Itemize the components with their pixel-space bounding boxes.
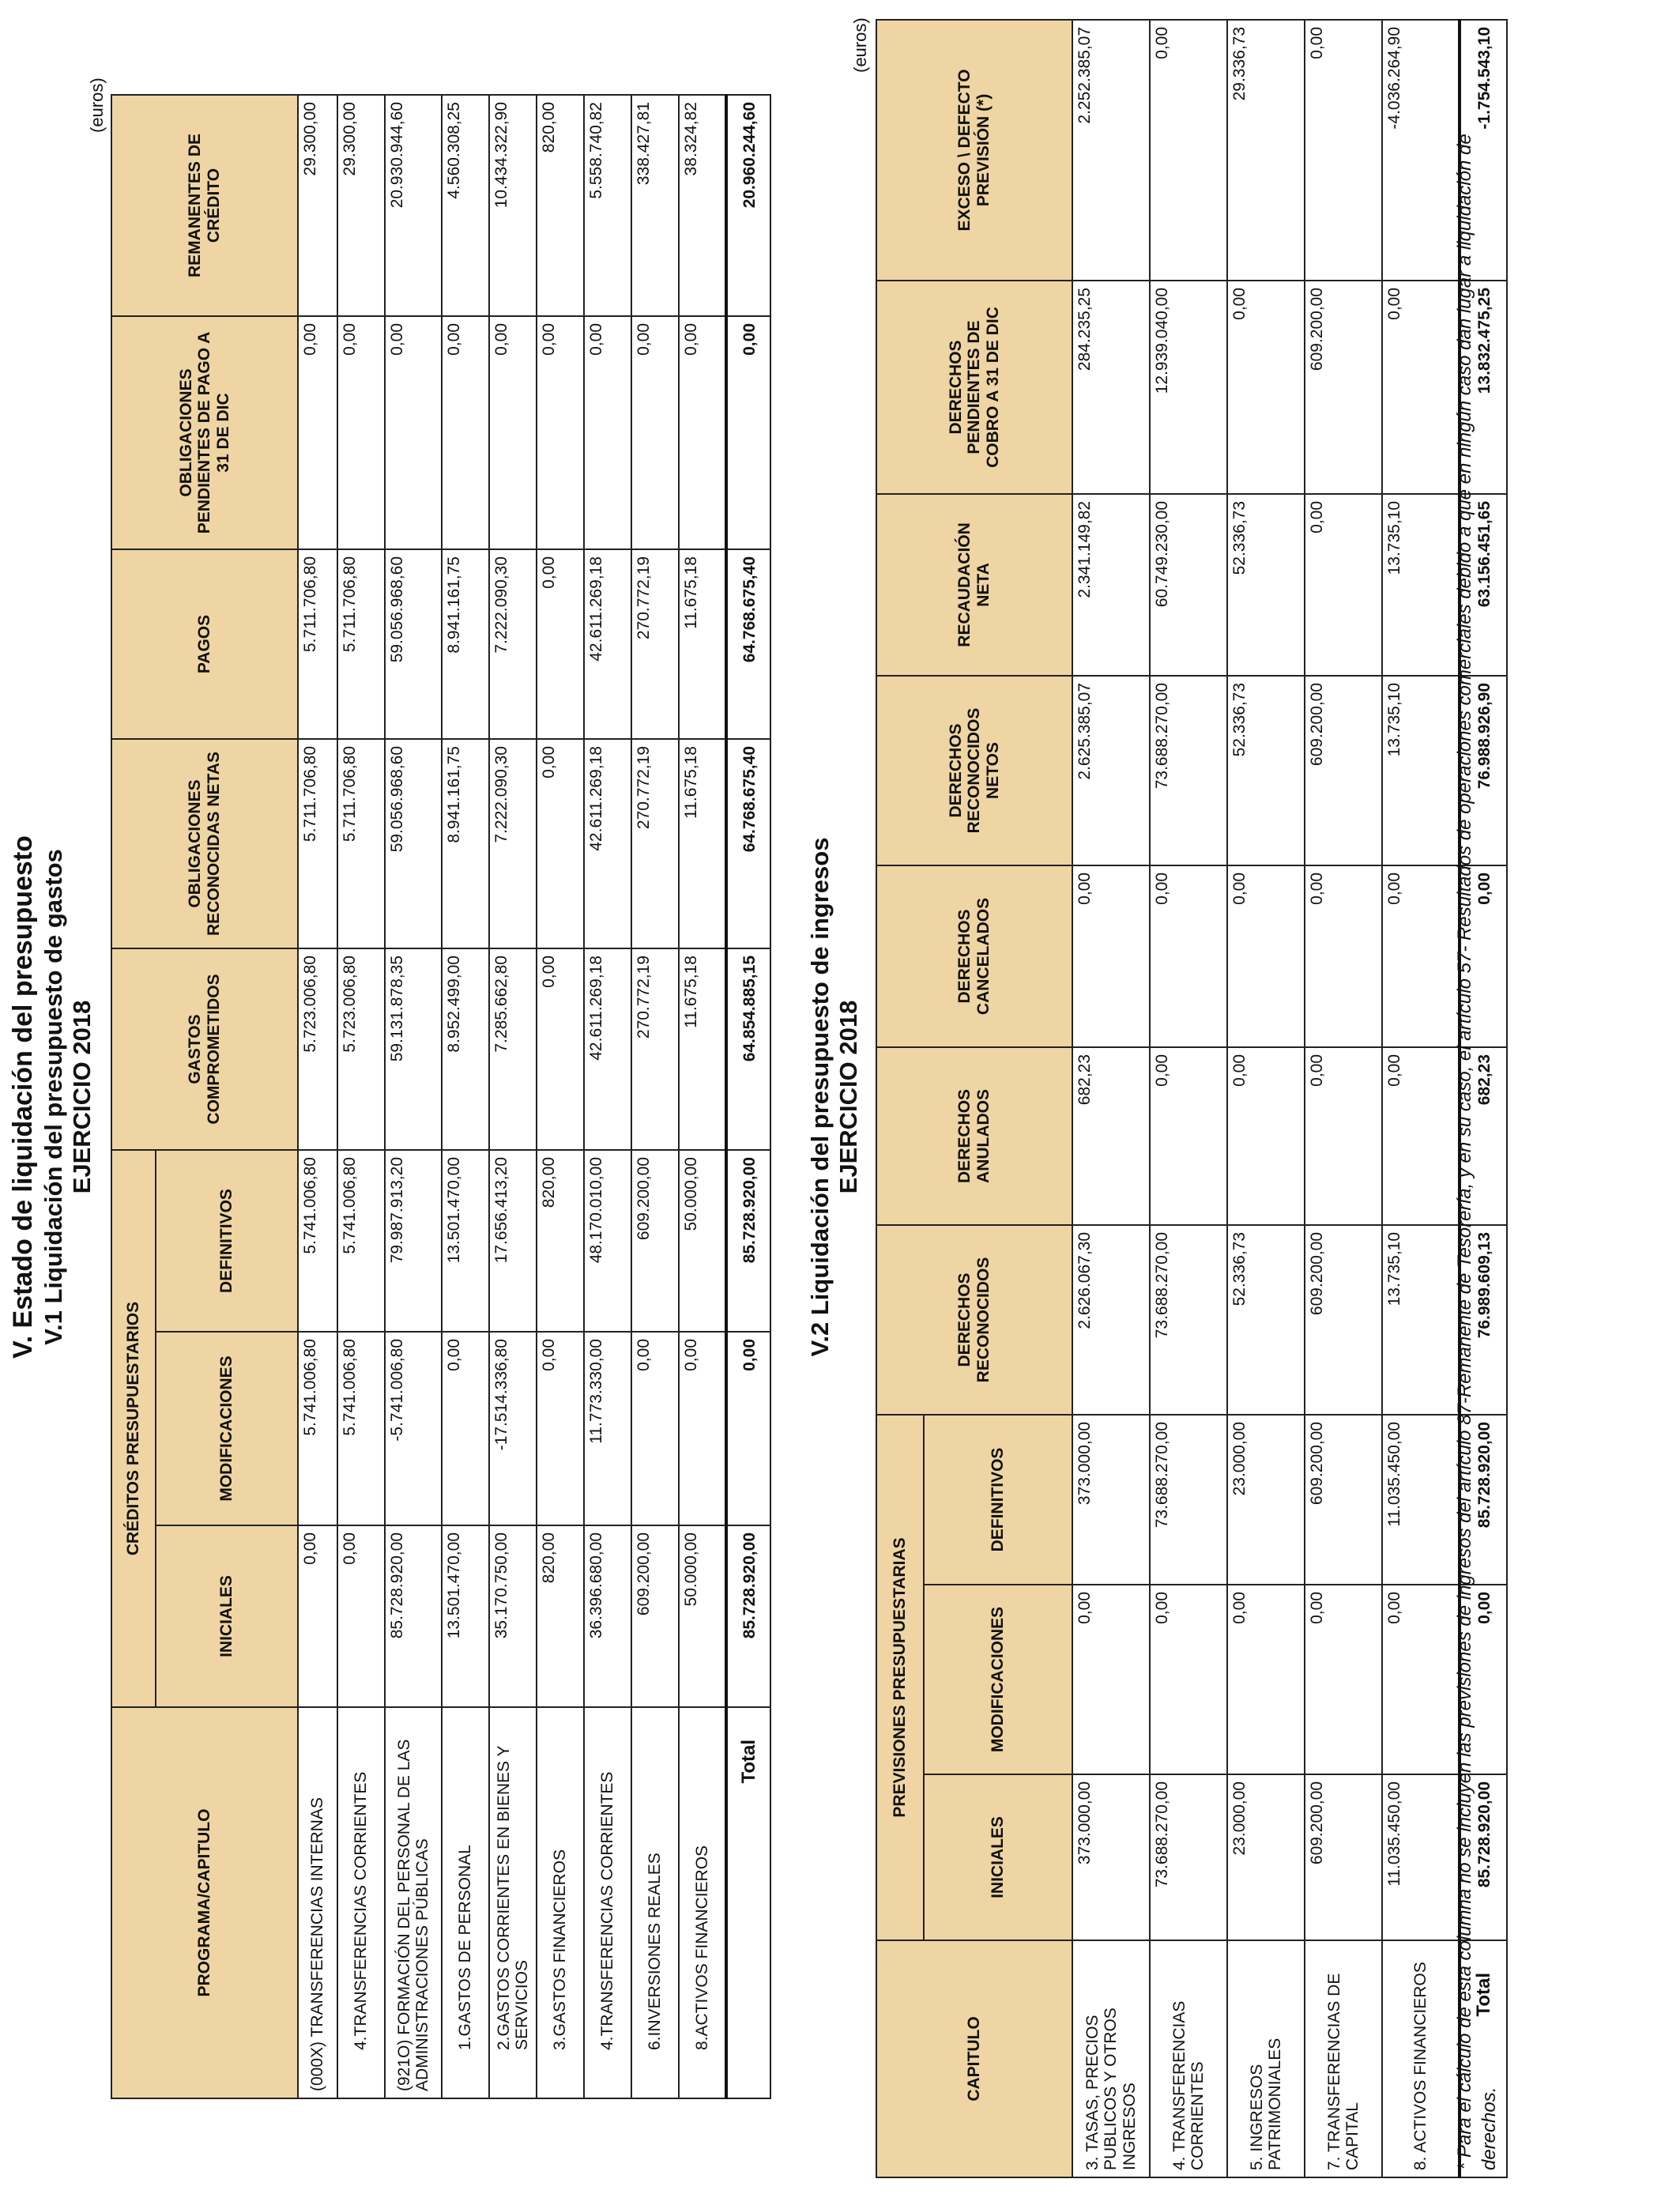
- row-value: 79.987.913,20: [385, 1150, 442, 1332]
- table-row: [442, 95, 489, 2098]
- header-capitulo: CAPITULO: [876, 1940, 1072, 2177]
- page-title: V. Estado de liquidación del presupuesto: [8, 835, 38, 1359]
- row-value: 13.501.470,00: [442, 1150, 489, 1332]
- row-value: 0,00: [442, 1332, 489, 1525]
- total-value: 0,00: [1460, 1585, 1507, 1774]
- table-row: [385, 95, 442, 2098]
- row-value: 0,00: [1382, 281, 1460, 494]
- header-anulados: DERECHOS ANULADOS: [876, 1047, 1072, 1225]
- row-value: 0,00: [1072, 1585, 1150, 1774]
- header-exceso: EXCESO \ DEFECTO PREVISIÓN (*): [876, 20, 1072, 281]
- total-value: 64.768.675,40: [726, 739, 770, 948]
- row-value: 0,00: [1150, 20, 1227, 281]
- table-row: [1305, 20, 1382, 2177]
- row-value: 0,00: [1150, 1585, 1227, 1774]
- row-value: 5.741.006,80: [337, 1332, 385, 1525]
- row-value: 0,00: [631, 316, 679, 549]
- row-value: 73.688.270,00: [1150, 1225, 1227, 1415]
- total-value: 682,23: [1460, 1047, 1507, 1225]
- ingresos-units: (euros): [850, 17, 870, 73]
- row-value: 8.952.499,00: [442, 948, 489, 1150]
- row-value: 0,00: [1305, 494, 1382, 676]
- row-label: (921O) FORMACIÓN DEL PERSONAL DE LAS ADMINISTRACIONES PÚBLICAS: [385, 1707, 442, 2098]
- gastos-units: (euros): [87, 77, 107, 133]
- table-row: [1150, 20, 1227, 2177]
- table-row: [679, 95, 726, 2098]
- total-label: Total: [726, 1707, 770, 2098]
- table-row: [537, 95, 584, 2098]
- row-value: 73.688.270,00: [1150, 1415, 1227, 1585]
- row-value: 0,00: [679, 316, 726, 549]
- row-value: 0,00: [537, 1332, 584, 1525]
- row-value: 42.611.269,18: [584, 948, 631, 1150]
- row-value: 5.711.706,80: [298, 549, 337, 739]
- row-value: 0,00: [1382, 1047, 1460, 1225]
- row-value: 0,00: [1305, 1585, 1382, 1774]
- row-value: 5.711.706,80: [337, 739, 385, 948]
- row-value: 50.000,00: [679, 1525, 726, 1707]
- row-label: 4.TRANSFERENCIAS CORRIENTES: [337, 1707, 385, 2098]
- row-value: 50.000,00: [679, 1150, 726, 1332]
- total-value: 0,00: [726, 1332, 770, 1525]
- row-value: 7.222.090,30: [489, 739, 537, 948]
- ingresos-ejercicio: EJERCICIO 2018: [834, 1000, 862, 1194]
- row-value: 609.200,00: [1305, 281, 1382, 494]
- header-creditos-group: CRÉDITOS PRESUPUESTARIOS: [111, 1150, 156, 1707]
- table-row: [584, 95, 631, 2098]
- total-value: 76.988.926,90: [1460, 676, 1507, 865]
- row-value: 52.336,73: [1227, 1225, 1305, 1415]
- row-label: 7. TRANSFERENCIAS DE CAPITAL: [1305, 1940, 1382, 2177]
- row-label: 8. ACTIVOS FINANCIEROS: [1382, 1940, 1460, 2177]
- row-value: 73.688.270,00: [1150, 676, 1227, 865]
- header-netos: DERECHOS RECONOCIDOS NETOS: [876, 676, 1072, 865]
- row-value: 0,00: [337, 1525, 385, 1707]
- row-value: 0,00: [1150, 1047, 1227, 1225]
- row-value: 5.741.006,80: [298, 1332, 337, 1525]
- row-value: 7.222.090,30: [489, 549, 537, 739]
- row-value: 5.558.740,82: [584, 95, 631, 316]
- table-row: [1072, 20, 1150, 2177]
- total-value: 20.960.244,60: [726, 95, 770, 316]
- header-iniciales: INICIALES: [156, 1525, 298, 1707]
- row-value: 11.675,18: [679, 549, 726, 739]
- gastos-ejercicio: EJERCICIO 2018: [68, 1000, 96, 1194]
- row-value: 5.741.006,80: [337, 1150, 385, 1332]
- table-row: [337, 95, 385, 2098]
- header-iniciales: INICIALES: [924, 1774, 1072, 1940]
- table-row: [298, 95, 337, 2098]
- row-value: 609.200,00: [1305, 1415, 1382, 1585]
- row-value: 373.000,00: [1072, 1774, 1150, 1940]
- row-value: 0,00: [679, 1332, 726, 1525]
- row-value: 5.711.706,80: [337, 549, 385, 739]
- row-value: 29.300,00: [298, 95, 337, 316]
- total-value: 64.854.885,15: [726, 948, 770, 1150]
- row-value: 284.235,25: [1072, 281, 1150, 494]
- row-value: 609.200,00: [1305, 1225, 1382, 1415]
- row-value: 11.675,18: [679, 739, 726, 948]
- row-value: 29.336,73: [1227, 20, 1305, 281]
- row-value: 820,00: [537, 1525, 584, 1707]
- header-modificaciones: MODIFICACIONES: [156, 1332, 298, 1525]
- row-value: 42.611.269,18: [584, 549, 631, 739]
- row-value: 2.341.149,82: [1072, 494, 1150, 676]
- row-value: 29.300,00: [337, 95, 385, 316]
- row-value: 0,00: [298, 316, 337, 549]
- row-value: 59.056.968,60: [385, 549, 442, 739]
- row-value: 0,00: [537, 549, 584, 739]
- row-value: 23.000,00: [1227, 1774, 1305, 1940]
- total-label: Total: [1460, 1940, 1507, 2177]
- header-definitivos: DEFINITIVOS: [924, 1415, 1072, 1585]
- row-value: 609.200,00: [631, 1150, 679, 1332]
- row-value: 0,00: [537, 948, 584, 1150]
- row-value: 0,00: [631, 1332, 679, 1525]
- row-label: 8.ACTIVOS FINANCIEROS: [679, 1707, 726, 2098]
- row-value: 8.941.161,75: [442, 739, 489, 948]
- table-row: [1382, 20, 1460, 2177]
- row-value: 23.000,00: [1227, 1415, 1305, 1585]
- row-value: 59.056.968,60: [385, 739, 442, 948]
- table-row: [631, 95, 679, 2098]
- row-value: 270.772,19: [631, 948, 679, 1150]
- row-value: 0,00: [1382, 1585, 1460, 1774]
- row-value: 0,00: [1227, 1047, 1305, 1225]
- row-value: 60.749.230,00: [1150, 494, 1227, 676]
- row-label: 2.GASTOS CORRIENTES EN BIENES Y SERVICIOS: [489, 1707, 537, 2098]
- row-value: 0,00: [1150, 865, 1227, 1047]
- row-value: 0,00: [442, 316, 489, 549]
- row-value: 609.200,00: [1305, 1774, 1382, 1940]
- gastos-subtitle: V.1 Liquidación del presupuesto de gastos: [40, 849, 67, 1345]
- total-value: 64.768.675,40: [726, 549, 770, 739]
- row-value: 270.772,19: [631, 549, 679, 739]
- row-value: 20.930.944,60: [385, 95, 442, 316]
- row-value: 38.324,82: [679, 95, 726, 316]
- row-value: 0,00: [1227, 865, 1305, 1047]
- row-value: 36.396.680,00: [584, 1525, 631, 1707]
- row-value: 13.735,10: [1382, 1225, 1460, 1415]
- total-value: -1.754.543,10: [1460, 20, 1507, 281]
- row-value: 609.200,00: [1305, 676, 1382, 865]
- row-label: 4.TRANSFERENCIAS CORRIENTES: [584, 1707, 631, 2098]
- row-value: 338.427,81: [631, 95, 679, 316]
- row-label: 1.GASTOS DE PERSONAL: [442, 1707, 489, 2098]
- row-value: 2.625.385,07: [1072, 676, 1150, 865]
- row-value: 13.735,10: [1382, 676, 1460, 865]
- row-value: 820,00: [537, 1150, 584, 1332]
- row-value: 0,00: [489, 316, 537, 549]
- table-row: [1227, 20, 1305, 2177]
- total-value: 0,00: [1460, 865, 1507, 1047]
- row-value: 11.675,18: [679, 948, 726, 1150]
- row-value: 11.773.330,00: [584, 1332, 631, 1525]
- row-value: 42.611.269,18: [584, 739, 631, 948]
- gastos-table: [111, 94, 771, 2099]
- row-value: 10.434.322,90: [489, 95, 537, 316]
- row-value: -4.036.264,90: [1382, 20, 1460, 281]
- row-value: 373.000,00: [1072, 1415, 1150, 1585]
- row-label: 5. INGRESOS PATRIMONIALES: [1227, 1940, 1305, 2177]
- row-value: 35.170.750,00: [489, 1525, 537, 1707]
- row-value: 682,23: [1072, 1047, 1150, 1225]
- row-value: 0,00: [1382, 865, 1460, 1047]
- header-obligaciones: OBLIGACIONES RECONOCIDAS NETAS: [111, 739, 298, 948]
- row-value: 12.939.040,00: [1150, 281, 1227, 494]
- header-pendientes-pago: OBLIGACIONES PENDIENTES DE PAGO A 31 DE DIC: [111, 316, 298, 549]
- header-modificaciones: MODIFICACIONES: [924, 1585, 1072, 1774]
- header-recaudacion: RECAUDACIÓN NETA: [876, 494, 1072, 676]
- row-label: 4. TRANSFERENCIAS CORRIENTES: [1150, 1940, 1227, 2177]
- row-value: 0,00: [584, 316, 631, 549]
- row-label: (000X) TRANSFERENCIAS INTERNAS: [298, 1707, 337, 2098]
- row-value: 59.131.878,35: [385, 948, 442, 1150]
- row-value: 85.728.920,00: [385, 1525, 442, 1707]
- table-row: [489, 95, 537, 2098]
- header-reconocidos: DERECHOS RECONOCIDOS: [876, 1225, 1072, 1415]
- ingresos-table: [876, 19, 1508, 2178]
- total-row: [726, 95, 770, 2098]
- row-value: 13.501.470,00: [442, 1525, 489, 1707]
- total-value: 85.728.920,00: [726, 1525, 770, 1707]
- row-value: 5.723.006,80: [298, 948, 337, 1150]
- header-pendientes-cobro: DERECHOS PENDIENTES DE COBRO A 31 DE DIC: [876, 281, 1072, 494]
- row-value: 270.772,19: [631, 739, 679, 948]
- row-value: -5.741.006,80: [385, 1332, 442, 1525]
- row-value: 5.711.706,80: [298, 739, 337, 948]
- row-value: 0,00: [385, 316, 442, 549]
- row-value: 0,00: [337, 316, 385, 549]
- row-value: 0,00: [1072, 865, 1150, 1047]
- header-definitivos: DEFINITIVOS: [156, 1150, 298, 1332]
- total-value: 85.728.920,00: [1460, 1415, 1507, 1585]
- row-value: 820,00: [537, 95, 584, 316]
- total-value: 0,00: [726, 316, 770, 549]
- row-value: 5.741.006,80: [298, 1150, 337, 1332]
- row-value: 0,00: [537, 316, 584, 549]
- total-value: 85.728.920,00: [1460, 1774, 1507, 1940]
- row-value: 0,00: [1227, 1585, 1305, 1774]
- row-value: 0,00: [537, 739, 584, 948]
- header-comprometidos: GASTOS COMPROMETIDOS: [111, 948, 298, 1150]
- header-remanentes: REMANENTES DE CRÉDITO: [111, 95, 298, 316]
- row-label: 3.GASTOS FINANCIEROS: [537, 1707, 584, 2098]
- row-value: 5.723.006,80: [337, 948, 385, 1150]
- ingresos-subtitle: V.2 Liquidación del presupuesto de ingresos: [806, 837, 834, 1357]
- row-value: 2.252.385,07: [1072, 20, 1150, 281]
- row-value: 0,00: [1227, 281, 1305, 494]
- row-label: 6.INVERSIONES REALES: [631, 1707, 679, 2098]
- total-value: 85.728.920,00: [726, 1150, 770, 1332]
- row-value: 17.656.413,20: [489, 1150, 537, 1332]
- row-value: 0,00: [1305, 1047, 1382, 1225]
- row-value: 609.200,00: [631, 1525, 679, 1707]
- total-value: 13.832.475,25: [1460, 281, 1507, 494]
- total-value: 76.989.609,13: [1460, 1225, 1507, 1415]
- row-value: 13.735,10: [1382, 494, 1460, 676]
- row-value: 4.560.308,25: [442, 95, 489, 316]
- header-cancelados: DERECHOS CANCELADOS: [876, 865, 1072, 1047]
- row-value: 2.626.067,30: [1072, 1225, 1150, 1415]
- row-value: 52.336,73: [1227, 676, 1305, 865]
- row-value: 73.688.270,00: [1150, 1774, 1227, 1940]
- row-value: 52.336,73: [1227, 494, 1305, 676]
- row-label: 3. TASAS, PRECIOS PUBLICOS Y OTROS INGRESOS: [1072, 1940, 1150, 2177]
- row-value: 0,00: [1305, 20, 1382, 281]
- row-value: 8.941.161,75: [442, 549, 489, 739]
- header-previsiones-group: PREVISIONES PRESUPUESTARIAS: [876, 1415, 924, 1940]
- row-value: 48.170.010,00: [584, 1150, 631, 1332]
- total-value: 63.156.451,65: [1460, 494, 1507, 676]
- header-programa: PROGRAMA/CAPITULO: [111, 1707, 298, 2098]
- row-value: 0,00: [1305, 865, 1382, 1047]
- header-pagos: PAGOS: [111, 549, 298, 739]
- row-value: 11.035.450,00: [1382, 1774, 1460, 1940]
- row-value: 7.285.662,80: [489, 948, 537, 1150]
- row-value: 11.035.450,00: [1382, 1415, 1460, 1585]
- footnote: * Para el cálculo de esta columna no se incluyen las previsiones de ingresos del artículo 87-Remanente de Tesorería, y en su caso, el artículo 57- Resultados de operaciones comerciales debido a que en ningún caso dan lugar a liquidación de derechos.: [1454, 134, 1501, 2170]
- row-value: -17.514.336,80: [489, 1332, 537, 1525]
- row-value: 0,00: [298, 1525, 337, 1707]
